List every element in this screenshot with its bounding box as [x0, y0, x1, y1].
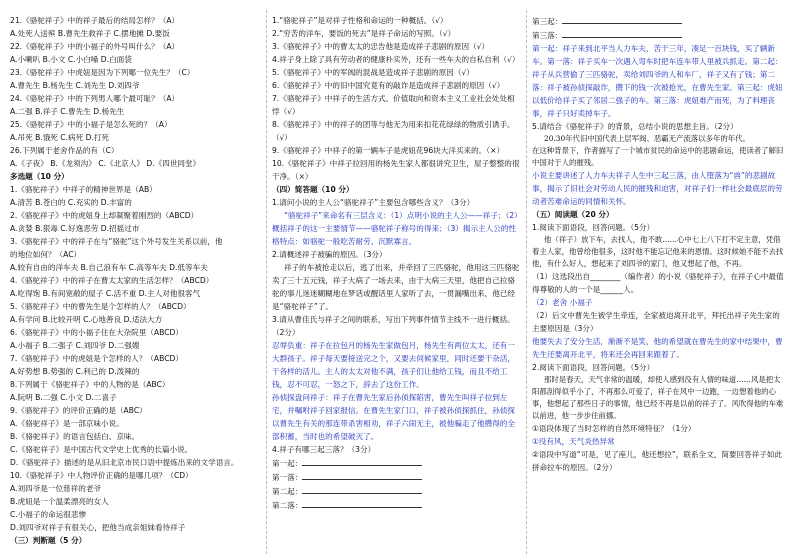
reading-answer-2-sub-1: ①没有风，天气炎热异常 [532, 437, 615, 446]
multi-question-10-option-b: B.虎妞是一个温柔漂亮的女人 [10, 497, 109, 506]
multi-question-10-option-c: C.小福子的命运很悲惨 [10, 510, 87, 519]
question-24-options: A.二强 B.祥子 C.曹先生 D.杨先生 [10, 107, 125, 116]
question-25-options: A.吊死 B.饿死 C.病死 D.打死 [10, 133, 110, 142]
short-answer-2: 祥子的车被抢走以后，逃了出来，并牵回了三匹骆驼，他用这三匹骆驼卖了三十五元钱，祥子大病了一场去来，由于大病三天里，他把自己拉骆驼的事儿迷迷糊糊地在梦话或醒话里人家听了去，一贯漏嘴出来，他已经是“骆驼祥子”了。 [272, 263, 520, 311]
short-answer-5: 小说主要讲述了人力车夫祥子人生中三起三落，由人堕落为“兽”的悲剧故事，揭示了旧社会对劳动人民的摧残和迫害，对祥子们一样社会最底层的劳动者苦难命运的同情和关怀。 [532, 171, 783, 206]
answer-blank[interactable] [302, 470, 422, 480]
reading-question-2-sub-1: ①语段体现了当时怎样的自然环境特征？（1分） [532, 424, 696, 433]
section-multiple-choice: 多选题（10 分） [10, 172, 69, 181]
rise-fall-line-4: 第二落： [272, 498, 522, 512]
multi-question-8: 8.下列属于《骆驼祥子》中的人物的是（ABC） [10, 380, 170, 389]
judge-8: 8.《骆驼祥子》中的祥子的团等与他无为用来扣花花绿绿的物质引诱手。（√） [272, 120, 515, 142]
rise-fall-answer: 第一起：祥子来到北平当人力车夫，苦干三年，凑足一百块钱，买了辆新车。第一落：祥子买车一次遇入弯车时把车连车带人里被兵抓走。第二起：祥子从兵营偷了三匹骆驼，卖给刘四爷的人和车厂，祥子又有了钱；第二落：祥子被孙侦探敲诈，攒下的钱一次被抢光，在曹先生家。第三起：虎妞以低价给祥子买了邻居二强子的车。第三落：虎妞难产而死，为了料理丧事，祥子只好卖掉车子。 [532, 44, 783, 118]
judge-5: 5.《骆驼祥子》中的军阀的混战是造成祥子悲剧的原因（√） [272, 68, 474, 77]
multi-question-10: 10.《骆驼祥子》中人物评价正确的是哪几项？（CD） [10, 471, 193, 480]
multi-question-3-cont: 的地位如何？（AC） [10, 250, 82, 259]
rise-fall-line-2: 第一落： [272, 470, 522, 484]
multi-question-3-options: A.较有自由的洋车夫 B.自己浪有车 C.高等车夫 D.低等车夫 [10, 263, 208, 272]
short-question-5-context: 20.30年代旧中国代表上层军阀、恶霸无产流落以多年的年代。 [544, 134, 750, 143]
judge-9: 9.《骆驼祥子》中祥子的第一辆车子是虎妞花96块大洋买来的。（×） [272, 146, 505, 155]
multi-question-2-options: A.贪婪 B.狠毒 C.好逸恶劳 D.招摇过市 [10, 224, 140, 233]
multi-question-6-options: A.小福子 B.二强子 C.刘四爷 D.二强嫂 [10, 341, 140, 350]
short-question-5-context-2: 在这种背景下，作者描写了一个城市贫民的命运中的悲剧命运，使读者了解旧中国对于人的摧残。 [532, 146, 784, 167]
reading-answer-1-sub-2: 他要失去了安分生活，渐渐不是笑，他的希望就在曹先生的家中结果中，曹先生还要离开北平，将来还会再回来跟着了。 [532, 337, 783, 359]
multi-question-9-option-b: B.《骆驼祥子》的语言包括白、京味。 [10, 432, 140, 441]
reading-question-1-sub-2: （2）后文中曹先生被学生牵连，全家被迫离开北平，拜托出祥子先生家的主要原因是（3分） [532, 311, 780, 333]
question-21-options: A.处死人送殡 B.曹先生救祥子 C.摆地摊 D.要饭 [10, 29, 170, 38]
multi-question-10-option-a: A.刘四爷是一位慈祥的老爷 [10, 484, 102, 493]
short-question-3: 3.请从曹佳氏与祥子之间的联系，写出下列事件情节主线不一进行概括。（2分） [272, 315, 515, 337]
question-25: 25.《骆驼祥子》中的小福子是怎么死的？（A） [10, 120, 172, 129]
column-left [10, 14, 262, 554]
answer-blank[interactable] [302, 498, 422, 508]
judge-7: 7.《骆驼祥子》中祥子的生活方式、价值取向和资本主义工业社会处处相悖（√） [272, 94, 515, 116]
multi-question-9-option-a: A.《骆驼祥子》是一部京味小说。 [10, 419, 124, 428]
short-question-5: 5.请结合《骆驼祥子》的背景，总结小说的思想主旨。（2分） [532, 122, 738, 131]
multi-question-9-option-c: C.《骆驼祥子》是中国古代文学史上优秀的长篇小说。 [10, 445, 193, 454]
reading-question-1-sub-1: （1）这选段出自________（编作者）的小说《骆驼祥子》，在祥子心中最值得尊敬的人的一个是______人。 [532, 272, 784, 294]
question-22: 22.《骆驼祥子》中的小福子的外号叫什么？（A） [10, 42, 180, 51]
short-answer-3b: 孙侦探盘问祥子：祥子在曹先生家后孙侦探陷害，曹先生叫祥子拉到左宅，并嘱咐祥子回家报信。在曹先生家门口，祥子被孙侦探抓住，孙侦探以曹先生有关的那连带杀害相劝，祥子六闹无主，被他骗走了他攒得的全部积蓄，当时也的希望破灭了。 [272, 393, 515, 441]
judge-2: 2.“穷苦的洋车，要饭的死去”是祥子命运的写照。（√） [272, 29, 456, 38]
question-22-options: A.小喇叭 B.小文 C.小白嗓 D.白面袋 [10, 55, 132, 64]
short-answer-1: “骆驼祥子”来命名有三层含义：（1）点明小说的主人公——祥子；（2）概括祥子的这一主要情节——骆驼祥子称号的得来；（3）揭示主人公的性格特点：如骆驼一般吃苦耐劳、沉默寡言。 [272, 211, 522, 246]
column-divider [526, 10, 527, 554]
reading-question-2: 2.阅读下面语段，回答问题。（5分） [532, 363, 655, 372]
reading-passage-1: 他（祥子）放下车，去找人，他不敢……心中七上八下打不定主意，凭借着主人家，他曾给他很多，这时他不能忘记他来的恩情。这时候她不能不去找他，有什么好人，想起来了刘四爷的家门，他又想起了他，不再。 [532, 235, 784, 268]
reading-answer-1-sub-1: （2）老舍 小福子 [532, 298, 593, 307]
question-26: 26.下列属于老舍作品的有（C） [10, 146, 119, 155]
multi-question-9: 9.《骆驼祥子》的评价正确的是（ABC） [10, 406, 147, 415]
reading-question-2-sub-2: ②语段中写道“可是，见了座儿，他还想拉”，联系全文，简要回答祥子如此拼命拉车的原因。（2分） [532, 450, 783, 472]
multi-question-7-options: A.好势想 B.势强的 C.利己的 D.泼辣的 [10, 367, 140, 376]
multi-question-5: 5.《骆驼祥子》中的曹先生是个怎样的人？（ABCD） [10, 302, 191, 311]
rise-fall-line-3: 第二起： [272, 484, 522, 498]
answer-blank[interactable] [302, 456, 422, 466]
reading-passage-2: 那时是春天，天气非常的温暖，却使人感到没有人情的味道……风是把太阳都刮得似乎小了，不再那么可爱了，祥子在风中一边跑，一边想着他的心事，他想起了那些日子的事情，他已经不再是以前的祥子了。风吹得他的车难以前进，他一步步往前挪。 [532, 375, 784, 420]
judge-4: 4.祥子身上除了具有劳动者的健康朴实外，还有一些车夫的自私自利（√） [272, 55, 520, 64]
judge-6: 6.《骆驼祥子》中的旧中国究竟有的敲诈是造成祥子悲剧的原因（√） [272, 81, 505, 90]
multi-question-9-option-d: D.《骆驼祥子》描述的是从旧北京市民口语中提炼出来的文学语言。 [10, 458, 239, 467]
multi-question-1-options: A.清苦 B.苍白的 C.充实的 D.丰富的 [10, 198, 132, 207]
short-question-1: 1.请问小说的主人公“骆驼祥子”主要包含哪些含义？（3分） [272, 198, 475, 207]
judge-10: 10.《骆驼祥子》中祥子拉回用的杨先生家人都很讲究卫生，屋子整整的很干净。（×） [272, 159, 520, 181]
multi-question-3: 3.《骆驼祥子》中的祥子在与“骆驼”这个外号发生关系以前，他 [10, 237, 223, 246]
judge-3: 3.《骆驼祥子》中的曹太太的忠告他是造成祥子悲剧的原因（√） [272, 42, 490, 51]
judge-1: 1.“骆驼祥子”是对祥子性格和命运的一种概括。（√） [272, 16, 448, 25]
multi-question-1: 1.《骆驼祥子》中祥子的精神世界是（AB） [10, 185, 157, 194]
question-23-options: A.曹先生 B.杨先生 C.刘先生 D.刘四爷 [10, 81, 140, 90]
multi-question-5-options: A.有学问 B.比较开明 C.心地善良 D.适法大方 [10, 315, 163, 324]
question-21: 21.《骆驼祥子》中的祥子最后的结局怎样？（A） [10, 16, 180, 25]
question-24: 24.《骆驼祥子》中的下列男人哪个最可耻？（A） [10, 94, 180, 103]
rise-fall-line-5: 第三起： [532, 14, 786, 28]
short-question-2: 2.请概述祥子被骗的原因。（3分） [272, 250, 387, 259]
reading-question-1: 1.阅读下面语段，回答问题。（5分） [532, 223, 655, 232]
multi-question-2: 2.《骆驼祥子》中的虎妞身上却凝聚着刚烈的（ABCD） [10, 211, 199, 220]
question-26-options: A.《子夜》 B.《龙须沟》 C.《北京人》 D.《四世同堂》 [10, 159, 201, 168]
column-divider [266, 10, 267, 554]
answer-blank[interactable] [562, 28, 682, 38]
multi-question-6: 6.《骆驼祥子》中的小福子住在大杂院里（ABCD） [10, 328, 183, 337]
multi-question-7: 7.《骆驼祥子》中的虎妞是个怎样的人？（ABCD） [10, 354, 183, 363]
multi-question-8-options: A.阮明 B.二强 C.小文 D.二喜子 [10, 393, 117, 402]
short-answer-3a: 忍辱负重：祥子在拉包月的杨先生家做包月，杨先生有两位太太，还有一大群孩子。祥子每天要接送完之个，又要去伺候家里，同时还要干杂活，干各样的活儿。主人的太太对他不满，孩子们让他给工钱，而且不给工钱，忍不可忍，一怒之下，辞去了这份工作。 [272, 341, 515, 389]
short-question-4: 4.祥子有哪三起三落？（3分） [272, 445, 376, 454]
rise-fall-line-6: 第三落： [532, 28, 786, 42]
multi-question-4: 4.《骆驼祥子》中的祥子在曹太太家的生活怎样？（ABCD） [10, 276, 214, 285]
section-short-answer: （四）简答题（10 分） [272, 185, 354, 194]
section-true-false: （三）判断题（5 分） [10, 536, 87, 545]
column-right [532, 14, 786, 554]
rise-fall-line-1: 第一起： [272, 456, 522, 470]
multi-question-10-option-d: D.刘四爷对祥子有很关心，把他当成亲姐妹看待祥子 [10, 523, 186, 532]
section-reading: （五）阅读题（20 分） [532, 210, 614, 219]
question-23: 23.《骆驼祥子》中虎妞是因为下列哪一位先生？（C） [10, 68, 195, 77]
answer-blank[interactable] [302, 484, 422, 494]
multi-question-4-options: A.吃得饱 B.有间宽敞的屋子 C.活不重 D.主人对他很客气 [10, 289, 201, 298]
answer-blank[interactable] [562, 14, 682, 24]
column-middle [272, 14, 522, 554]
